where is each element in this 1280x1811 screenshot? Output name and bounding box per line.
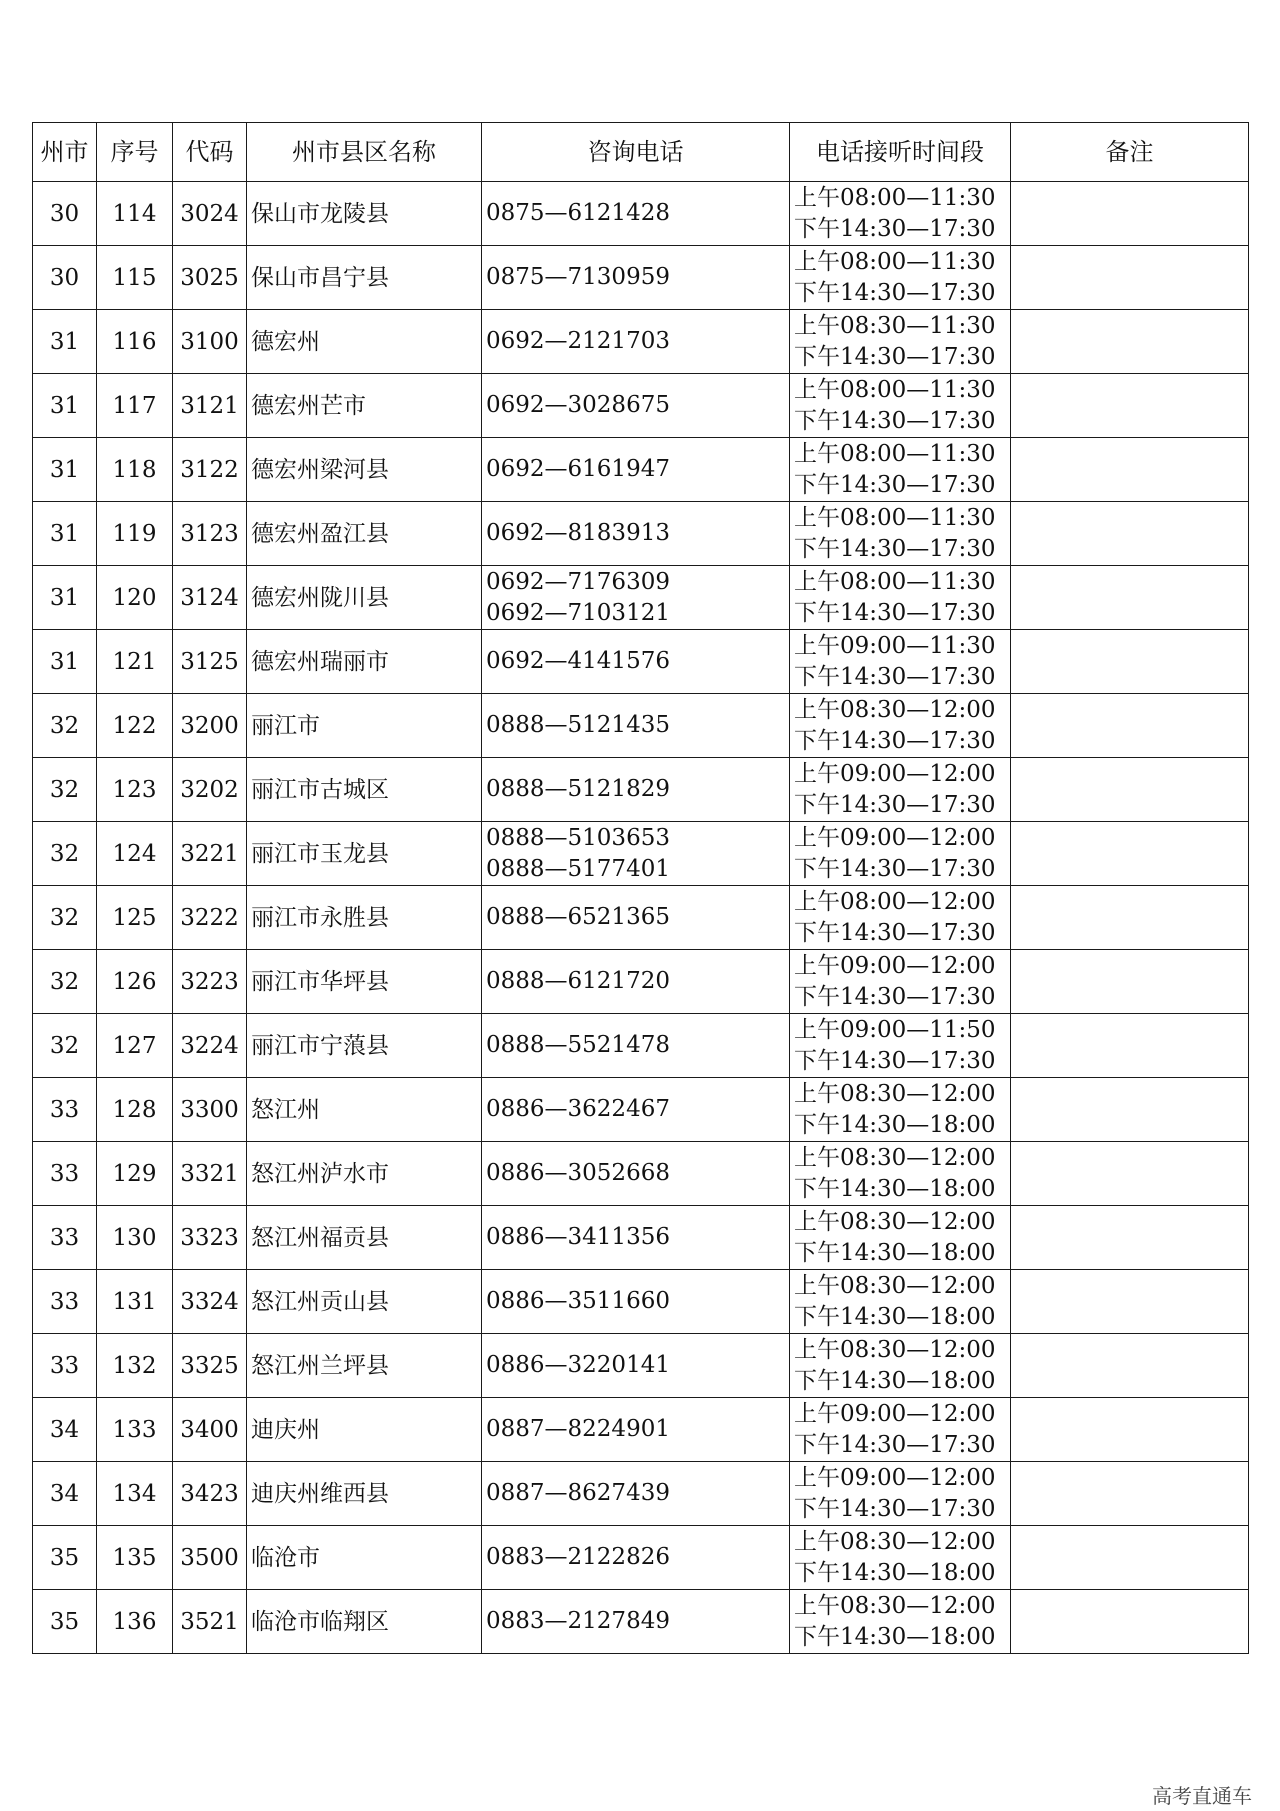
cell-name: 德宏州陇川县 xyxy=(247,566,482,630)
cell-hours xyxy=(790,694,1011,758)
phone-number: 0692—4141576 xyxy=(486,648,670,674)
hours-morning: 上午08:30—12:00 xyxy=(794,1080,996,1107)
hours-morning: 上午08:30—12:00 xyxy=(794,1208,996,1235)
cell-phone xyxy=(482,374,790,438)
cell-name: 丽江市 xyxy=(247,694,482,758)
hours-afternoon: 下午14:30—17:30 xyxy=(794,407,996,434)
hours-afternoon: 下午14:30—17:30 xyxy=(794,919,996,946)
cell-note xyxy=(1011,1526,1249,1590)
cell-phone xyxy=(482,182,790,246)
cell-note xyxy=(1011,502,1249,566)
cell-note xyxy=(1011,630,1249,694)
table-body xyxy=(33,182,1249,1654)
cell-name: 丽江市宁蒗县 xyxy=(247,1014,482,1078)
cell-code: 3123 xyxy=(173,502,247,566)
header-code: 代码 xyxy=(173,123,247,182)
cell-name: 迪庆州维西县 xyxy=(247,1462,482,1526)
cell-seq: 116 xyxy=(97,310,173,374)
hours-afternoon: 下午14:30—17:30 xyxy=(794,1431,996,1458)
phone-number: 0692—6161947 xyxy=(486,456,670,482)
hours-afternoon: 下午14:30—17:30 xyxy=(794,535,996,562)
cell-code: 3124 xyxy=(173,566,247,630)
cell-name: 保山市龙陵县 xyxy=(247,182,482,246)
cell-code: 3323 xyxy=(173,1206,247,1270)
header-seq: 序号 xyxy=(97,123,173,182)
header-name: 州市县区名称 xyxy=(247,123,482,182)
cell-hours xyxy=(790,886,1011,950)
table-row xyxy=(33,694,1249,758)
hours-morning: 上午08:00—11:30 xyxy=(794,568,996,595)
hours-afternoon: 下午14:30—17:30 xyxy=(794,791,996,818)
hours-afternoon: 下午14:30—18:00 xyxy=(794,1239,996,1266)
cell-name: 德宏州芒市 xyxy=(247,374,482,438)
table-row xyxy=(33,182,1249,246)
table-row xyxy=(33,1206,1249,1270)
cell-note xyxy=(1011,310,1249,374)
cell-seq: 125 xyxy=(97,886,173,950)
hours-afternoon: 下午14:30—17:30 xyxy=(794,663,996,690)
cell-note xyxy=(1011,182,1249,246)
header-zhou: 州市 xyxy=(33,123,97,182)
cell-seq: 117 xyxy=(97,374,173,438)
hours-morning: 上午08:30—12:00 xyxy=(794,1336,996,1363)
cell-zhou: 31 xyxy=(33,438,97,502)
cell-phone xyxy=(482,630,790,694)
hours-morning: 上午09:00—12:00 xyxy=(794,760,996,787)
hours-morning: 上午09:00—12:00 xyxy=(794,824,996,851)
hours-morning: 上午09:00—12:00 xyxy=(794,1464,996,1491)
cell-hours xyxy=(790,1462,1011,1526)
table-row xyxy=(33,1334,1249,1398)
cell-note xyxy=(1011,822,1249,886)
cell-phone xyxy=(482,1334,790,1398)
cell-note xyxy=(1011,246,1249,310)
cell-zhou: 33 xyxy=(33,1142,97,1206)
table-row xyxy=(33,1462,1249,1526)
cell-note xyxy=(1011,1590,1249,1654)
cell-name: 丽江市古城区 xyxy=(247,758,482,822)
cell-name: 德宏州 xyxy=(247,310,482,374)
cell-phone xyxy=(482,1142,790,1206)
cell-code: 3400 xyxy=(173,1398,247,1462)
cell-hours xyxy=(790,1014,1011,1078)
table-row xyxy=(33,1398,1249,1462)
hours-morning: 上午08:30—11:30 xyxy=(794,312,996,339)
cell-name: 临沧市 xyxy=(247,1526,482,1590)
cell-note xyxy=(1011,758,1249,822)
cell-hours xyxy=(790,822,1011,886)
cell-seq: 134 xyxy=(97,1462,173,1526)
cell-code: 3100 xyxy=(173,310,247,374)
cell-zhou: 32 xyxy=(33,694,97,758)
cell-phone xyxy=(482,950,790,1014)
cell-code: 3200 xyxy=(173,694,247,758)
hours-morning: 上午09:00—12:00 xyxy=(794,1400,996,1427)
cell-hours xyxy=(790,374,1011,438)
hours-afternoon: 下午14:30—17:30 xyxy=(794,279,996,306)
cell-phone xyxy=(482,1014,790,1078)
cell-hours xyxy=(790,758,1011,822)
cell-code: 3221 xyxy=(173,822,247,886)
phone-number: 0886—3622467 xyxy=(486,1096,670,1122)
cell-seq: 131 xyxy=(97,1270,173,1334)
cell-seq: 124 xyxy=(97,822,173,886)
cell-zhou: 31 xyxy=(33,374,97,438)
cell-seq: 130 xyxy=(97,1206,173,1270)
cell-phone xyxy=(482,566,790,630)
cell-seq: 132 xyxy=(97,1334,173,1398)
cell-phone xyxy=(482,694,790,758)
table-row xyxy=(33,758,1249,822)
table-row xyxy=(33,1142,1249,1206)
hours-afternoon: 下午14:30—17:30 xyxy=(794,1495,996,1522)
hours-morning: 上午08:30—12:00 xyxy=(794,1528,996,1555)
hours-morning: 上午08:00—12:00 xyxy=(794,888,996,915)
hours-morning: 上午09:00—11:50 xyxy=(794,1016,996,1043)
cell-seq: 121 xyxy=(97,630,173,694)
cell-phone xyxy=(482,1078,790,1142)
hours-morning: 上午08:00—11:30 xyxy=(794,248,996,275)
cell-hours xyxy=(790,1142,1011,1206)
cell-name: 怒江州福贡县 xyxy=(247,1206,482,1270)
hours-afternoon: 下午14:30—18:00 xyxy=(794,1367,996,1394)
phone-number: 0888—5103653 xyxy=(486,824,670,851)
hours-afternoon: 下午14:30—18:00 xyxy=(794,1623,996,1650)
phone-number: 0888—5177401 xyxy=(486,855,670,882)
cell-note xyxy=(1011,1334,1249,1398)
table-row xyxy=(33,1526,1249,1590)
cell-name: 德宏州梁河县 xyxy=(247,438,482,502)
cell-hours xyxy=(790,182,1011,246)
hours-morning: 上午08:00—11:30 xyxy=(794,504,996,531)
phone-number: 0888—5121435 xyxy=(486,712,670,738)
hours-morning: 上午08:00—11:30 xyxy=(794,440,996,467)
cell-code: 3321 xyxy=(173,1142,247,1206)
cell-code: 3121 xyxy=(173,374,247,438)
cell-name: 保山市昌宁县 xyxy=(247,246,482,310)
cell-phone xyxy=(482,758,790,822)
hours-afternoon: 下午14:30—17:30 xyxy=(794,343,996,370)
phone-number: 0692—2121703 xyxy=(486,328,670,354)
table-row xyxy=(33,438,1249,502)
table-row xyxy=(33,246,1249,310)
hours-morning: 上午08:30—12:00 xyxy=(794,696,996,723)
hours-morning: 上午08:30—12:00 xyxy=(794,1272,996,1299)
cell-zhou: 30 xyxy=(33,182,97,246)
cell-zhou: 35 xyxy=(33,1590,97,1654)
cell-zhou: 32 xyxy=(33,758,97,822)
cell-hours xyxy=(790,1590,1011,1654)
cell-hours xyxy=(790,310,1011,374)
hours-afternoon: 下午14:30—18:00 xyxy=(794,1175,996,1202)
cell-seq: 119 xyxy=(97,502,173,566)
cell-phone xyxy=(482,1398,790,1462)
hours-afternoon: 下午14:30—17:30 xyxy=(794,599,996,626)
cell-hours xyxy=(790,1526,1011,1590)
phone-number: 0886—3411356 xyxy=(486,1224,670,1250)
hours-morning: 上午08:00—11:30 xyxy=(794,376,996,403)
cell-code: 3324 xyxy=(173,1270,247,1334)
cell-note xyxy=(1011,1398,1249,1462)
cell-phone xyxy=(482,1206,790,1270)
cell-hours xyxy=(790,1206,1011,1270)
cell-phone xyxy=(482,310,790,374)
cell-seq: 123 xyxy=(97,758,173,822)
cell-seq: 115 xyxy=(97,246,173,310)
cell-phone xyxy=(482,822,790,886)
cell-note xyxy=(1011,566,1249,630)
cell-seq: 120 xyxy=(97,566,173,630)
cell-zhou: 32 xyxy=(33,822,97,886)
cell-note xyxy=(1011,374,1249,438)
cell-code: 3224 xyxy=(173,1014,247,1078)
phone-number: 0888—6521365 xyxy=(486,904,670,930)
phone-number: 0888—6121720 xyxy=(486,968,670,994)
cell-hours xyxy=(790,438,1011,502)
cell-code: 3423 xyxy=(173,1462,247,1526)
cell-zhou: 33 xyxy=(33,1206,97,1270)
cell-seq: 136 xyxy=(97,1590,173,1654)
table-row xyxy=(33,1014,1249,1078)
cell-phone xyxy=(482,438,790,502)
cell-zhou: 31 xyxy=(33,566,97,630)
phone-number: 0887—8224901 xyxy=(486,1416,670,1442)
hours-morning: 上午09:00—11:30 xyxy=(794,632,996,659)
cell-code: 3025 xyxy=(173,246,247,310)
cell-zhou: 32 xyxy=(33,886,97,950)
cell-hours xyxy=(790,1270,1011,1334)
cell-zhou: 32 xyxy=(33,1014,97,1078)
cell-code: 3024 xyxy=(173,182,247,246)
hours-morning: 上午08:00—11:30 xyxy=(794,184,996,211)
cell-hours xyxy=(790,502,1011,566)
cell-seq: 122 xyxy=(97,694,173,758)
header-row xyxy=(33,123,1249,182)
cell-name: 丽江市永胜县 xyxy=(247,886,482,950)
cell-name: 怒江州贡山县 xyxy=(247,1270,482,1334)
cell-phone xyxy=(482,1462,790,1526)
cell-hours xyxy=(790,1334,1011,1398)
cell-phone xyxy=(482,886,790,950)
cell-seq: 128 xyxy=(97,1078,173,1142)
cell-note xyxy=(1011,1270,1249,1334)
cell-code: 3202 xyxy=(173,758,247,822)
hours-morning: 上午08:30—12:00 xyxy=(794,1592,996,1619)
phone-number: 0875—6121428 xyxy=(486,200,670,226)
cell-seq: 118 xyxy=(97,438,173,502)
table-row xyxy=(33,886,1249,950)
table-row xyxy=(33,502,1249,566)
hours-morning: 上午08:30—12:00 xyxy=(794,1144,996,1171)
phone-number: 0883—2127849 xyxy=(486,1608,670,1634)
cell-hours xyxy=(790,630,1011,694)
cell-note xyxy=(1011,1462,1249,1526)
cell-seq: 135 xyxy=(97,1526,173,1590)
header-phone: 咨询电话 xyxy=(482,123,790,182)
cell-code: 3500 xyxy=(173,1526,247,1590)
cell-phone xyxy=(482,246,790,310)
header-hours: 电话接听时间段 xyxy=(790,123,1011,182)
cell-code: 3222 xyxy=(173,886,247,950)
hours-afternoon: 下午14:30—17:30 xyxy=(794,727,996,754)
cell-zhou: 31 xyxy=(33,630,97,694)
cell-hours xyxy=(790,566,1011,630)
cell-hours xyxy=(790,1398,1011,1462)
cell-seq: 129 xyxy=(97,1142,173,1206)
cell-phone xyxy=(482,1270,790,1334)
cell-note xyxy=(1011,950,1249,1014)
hours-afternoon: 下午14:30—17:30 xyxy=(794,1047,996,1074)
cell-note xyxy=(1011,694,1249,758)
phone-number: 0887—8627439 xyxy=(486,1480,670,1506)
cell-zhou: 34 xyxy=(33,1398,97,1462)
cell-name: 怒江州 xyxy=(247,1078,482,1142)
table-row xyxy=(33,950,1249,1014)
cell-hours xyxy=(790,950,1011,1014)
table-row xyxy=(33,374,1249,438)
cell-zhou: 35 xyxy=(33,1526,97,1590)
cell-name: 临沧市临翔区 xyxy=(247,1590,482,1654)
hours-morning: 上午09:00—12:00 xyxy=(794,952,996,979)
cell-code: 3521 xyxy=(173,1590,247,1654)
cell-zhou: 30 xyxy=(33,246,97,310)
cell-zhou: 31 xyxy=(33,502,97,566)
phone-number: 0692—7176309 xyxy=(486,568,670,595)
cell-zhou: 33 xyxy=(33,1078,97,1142)
phone-number: 0886—3220141 xyxy=(486,1352,670,1378)
table-row xyxy=(33,630,1249,694)
cell-note xyxy=(1011,1142,1249,1206)
cell-code: 3300 xyxy=(173,1078,247,1142)
hours-afternoon: 下午14:30—18:00 xyxy=(794,1303,996,1330)
table-row xyxy=(33,1590,1249,1654)
header-note: 备注 xyxy=(1011,123,1249,182)
cell-phone xyxy=(482,502,790,566)
cell-name: 德宏州瑞丽市 xyxy=(247,630,482,694)
phone-number: 0888—5521478 xyxy=(486,1032,670,1058)
cell-hours xyxy=(790,246,1011,310)
cell-zhou: 31 xyxy=(33,310,97,374)
cell-code: 3223 xyxy=(173,950,247,1014)
cell-zhou: 34 xyxy=(33,1462,97,1526)
cell-hours xyxy=(790,1078,1011,1142)
phone-number: 0692—8183913 xyxy=(486,520,670,546)
watermark-text: 高考直通车 xyxy=(1152,1784,1252,1808)
table-row xyxy=(33,822,1249,886)
cell-seq: 126 xyxy=(97,950,173,1014)
cell-zhou: 33 xyxy=(33,1334,97,1398)
cell-note xyxy=(1011,1014,1249,1078)
cell-zhou: 32 xyxy=(33,950,97,1014)
hours-afternoon: 下午14:30—18:00 xyxy=(794,1111,996,1138)
cell-seq: 114 xyxy=(97,182,173,246)
cell-code: 3325 xyxy=(173,1334,247,1398)
table-row xyxy=(33,1270,1249,1334)
cell-name: 丽江市华坪县 xyxy=(247,950,482,1014)
cell-code: 3125 xyxy=(173,630,247,694)
hours-afternoon: 下午14:30—17:30 xyxy=(794,855,996,882)
hotline-table xyxy=(32,122,1249,1654)
phone-number: 0886—3511660 xyxy=(486,1288,670,1314)
cell-seq: 133 xyxy=(97,1398,173,1462)
cell-phone xyxy=(482,1590,790,1654)
cell-name: 德宏州盈江县 xyxy=(247,502,482,566)
cell-zhou: 33 xyxy=(33,1270,97,1334)
phone-number: 0886—3052668 xyxy=(486,1160,670,1186)
cell-name: 迪庆州 xyxy=(247,1398,482,1462)
hours-afternoon: 下午14:30—17:30 xyxy=(794,983,996,1010)
phone-number: 0692—3028675 xyxy=(486,392,670,418)
table-row xyxy=(33,310,1249,374)
cell-phone xyxy=(482,1526,790,1590)
cell-note xyxy=(1011,886,1249,950)
cell-note xyxy=(1011,438,1249,502)
cell-note xyxy=(1011,1206,1249,1270)
phone-number: 0883—2122826 xyxy=(486,1544,670,1570)
cell-name: 丽江市玉龙县 xyxy=(247,822,482,886)
cell-name: 怒江州兰坪县 xyxy=(247,1334,482,1398)
phone-number: 0875—7130959 xyxy=(486,264,670,290)
table-row xyxy=(33,566,1249,630)
hours-afternoon: 下午14:30—17:30 xyxy=(794,471,996,498)
cell-code: 3122 xyxy=(173,438,247,502)
phone-number: 0692—7103121 xyxy=(486,599,670,626)
hours-afternoon: 下午14:30—18:00 xyxy=(794,1559,996,1586)
hours-afternoon: 下午14:30—17:30 xyxy=(794,215,996,242)
cell-note xyxy=(1011,1078,1249,1142)
cell-name: 怒江州泸水市 xyxy=(247,1142,482,1206)
cell-seq: 127 xyxy=(97,1014,173,1078)
table-row xyxy=(33,1078,1249,1142)
phone-number: 0888—5121829 xyxy=(486,776,670,802)
